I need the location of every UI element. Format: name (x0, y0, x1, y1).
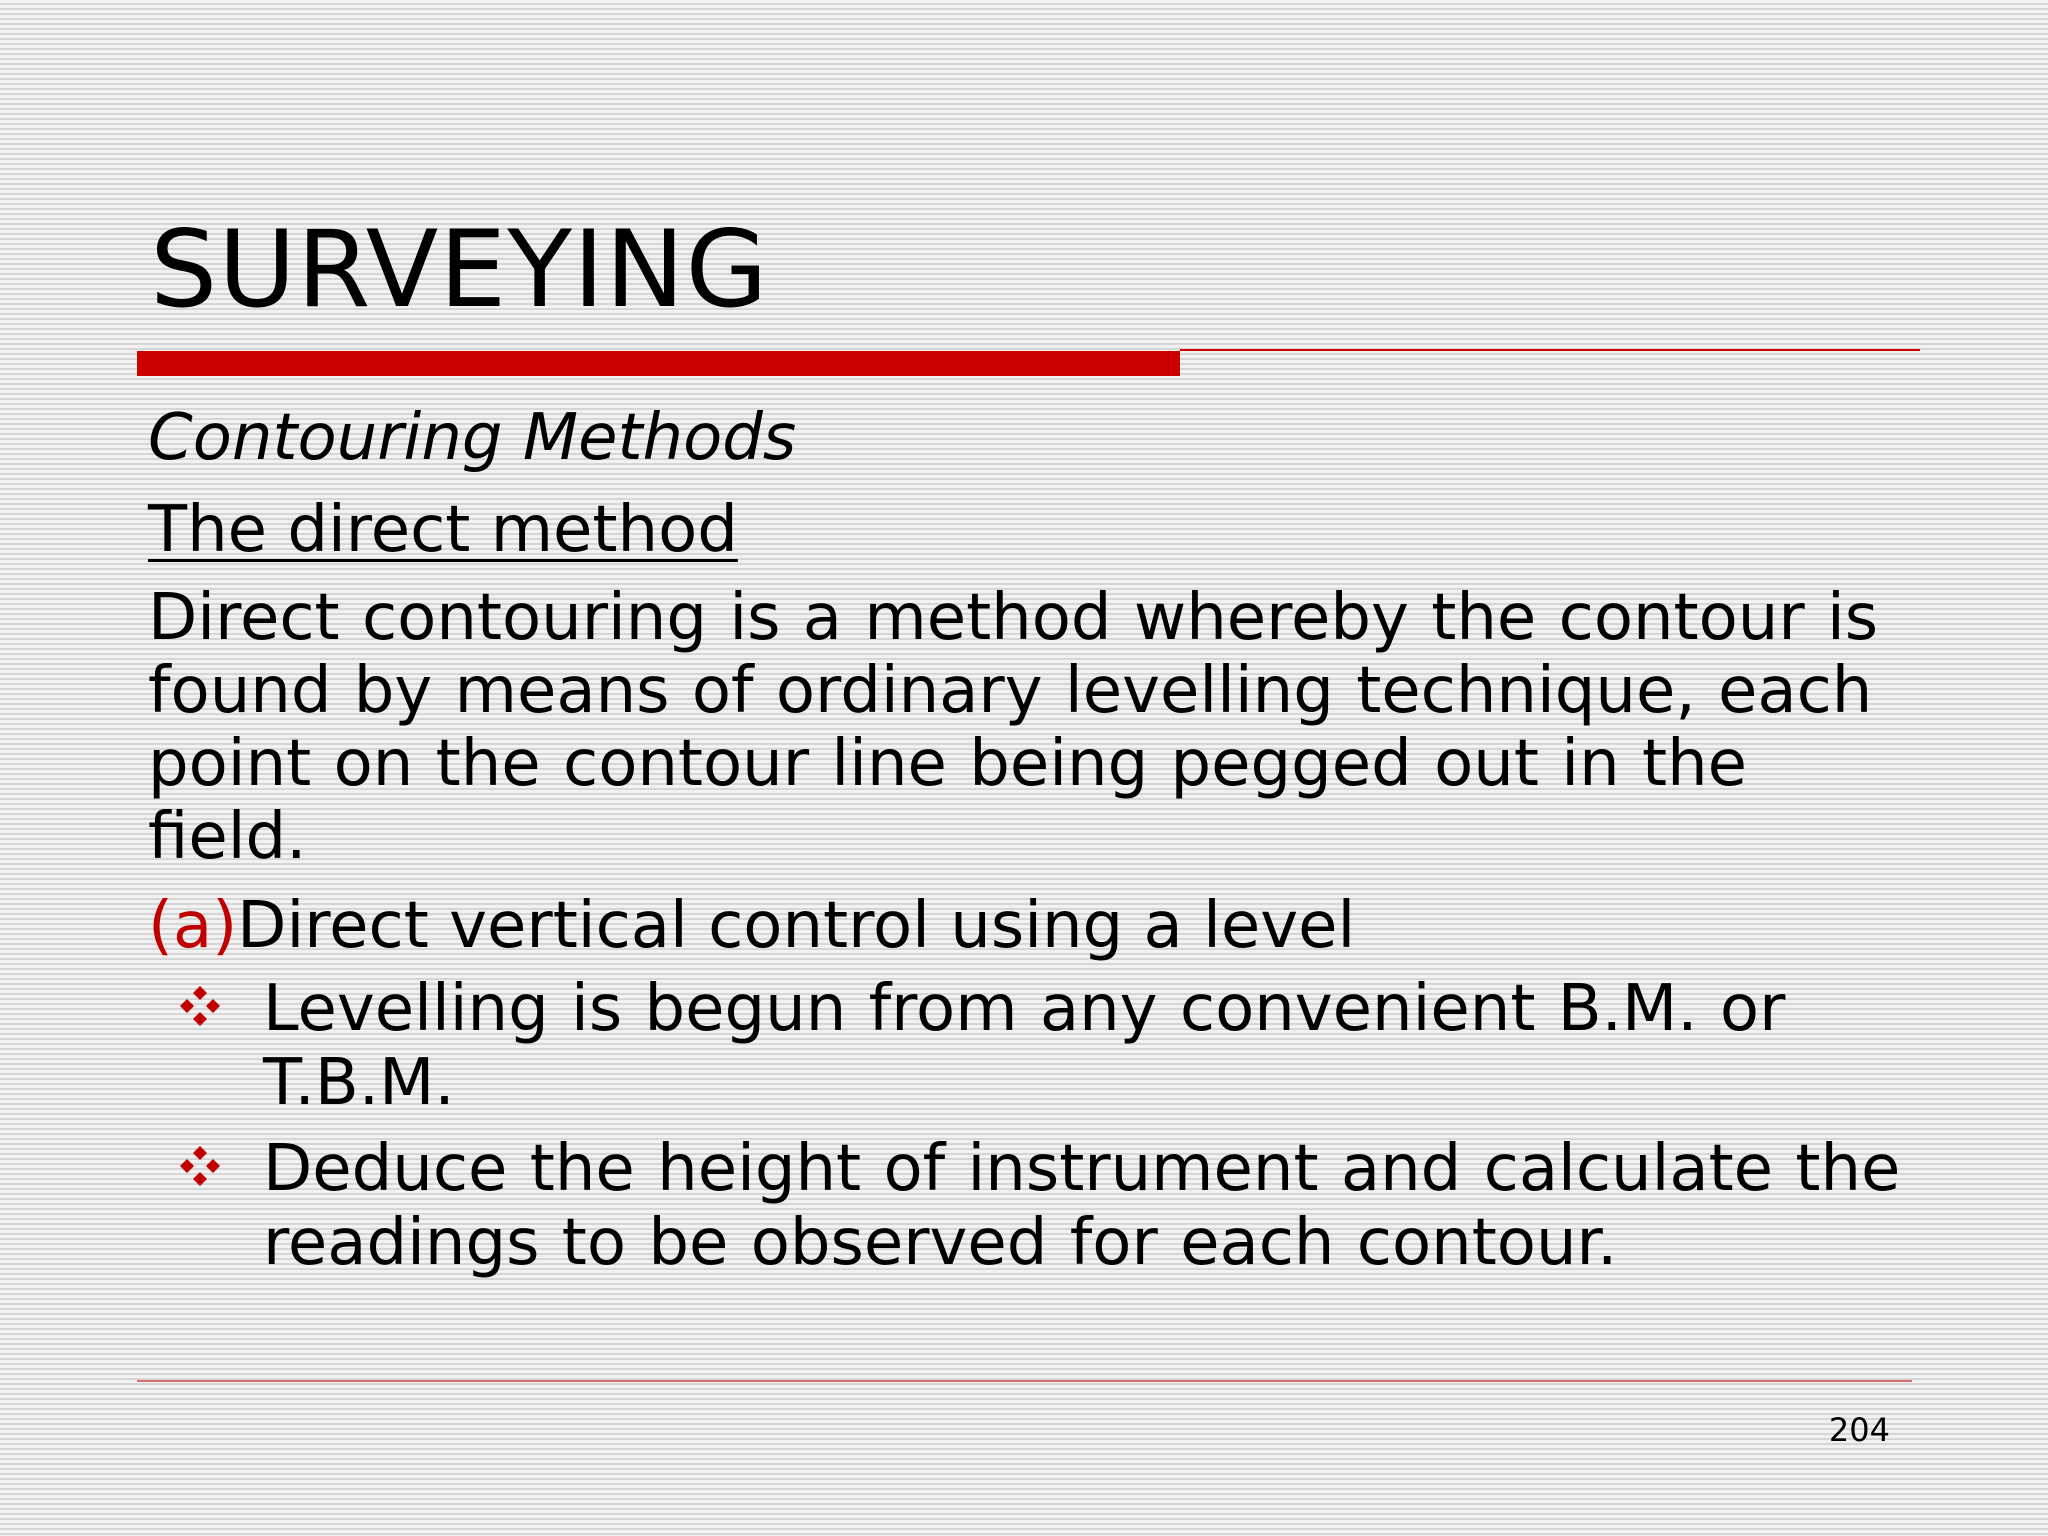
body-paragraph: Direct contouring is a method whereby the contour is found by means of ordinary levelling technique, each point on the contour line being pegged out in the field. (148, 581, 1879, 874)
footer-divider (137, 1380, 1912, 1382)
bullet-list (148, 972, 1908, 1280)
four-diamond-bullet-icon (178, 1144, 222, 1188)
list-item-a (148, 888, 1908, 964)
section-heading (148, 492, 1908, 568)
slide-content (148, 400, 1908, 1292)
section-heading-text: The direct method (148, 493, 738, 567)
slide-title: SURVEYING (150, 208, 769, 331)
subtitle: Contouring Methods (148, 401, 797, 475)
four-diamond-bullet-icon (178, 984, 222, 1028)
bullet-text: Levelling is begun from any convenient B.M. or T.B.M. (263, 972, 1786, 1120)
title-underline-thick (137, 351, 1180, 376)
title-underline-thin (1180, 349, 1920, 351)
page-number: 204 (1828, 1411, 1890, 1449)
list-item-a-text: Direct vertical control using a level (237, 889, 1356, 963)
bullet-text: Deduce the height of instrument and calculate the readings to be observed for each contour. (263, 1132, 1901, 1280)
list-item-a-marker: (a) (148, 889, 238, 963)
bullet-item (148, 972, 1903, 1120)
bullet-item (148, 1132, 1903, 1280)
